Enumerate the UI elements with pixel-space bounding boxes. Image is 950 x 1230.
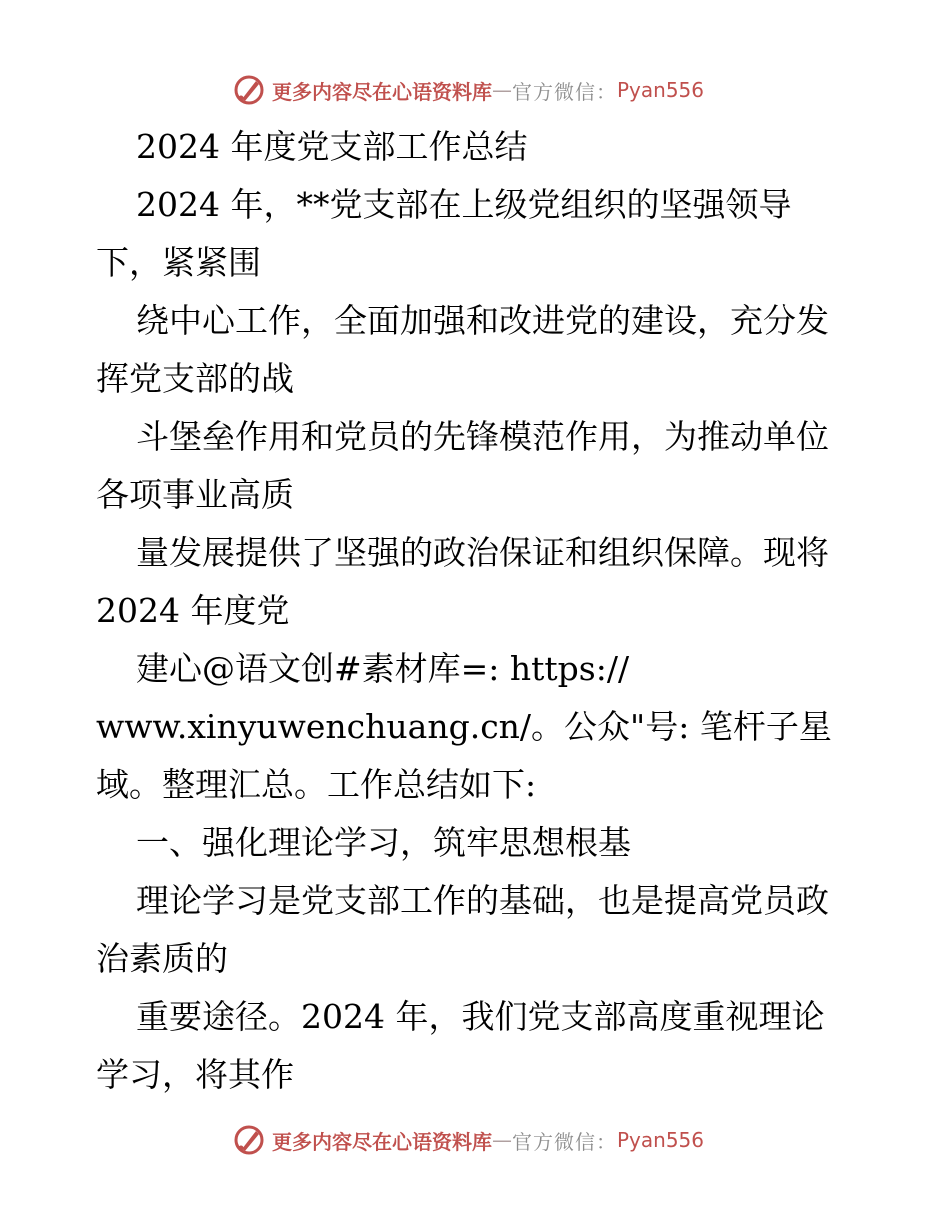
doc-line: 绕中心工作，全面加强和改进党的建设，充分发 [136, 301, 829, 340]
header-banner [232, 70, 732, 110]
doc-line: 重要途径。2024 年，我们党支部高度重视理论 [136, 997, 825, 1036]
banner-separator: — [492, 1128, 512, 1152]
banner-wechat-label: 官方微信： [512, 79, 617, 104]
doc-line: 各项事业高质 [96, 475, 294, 514]
banner-wechat-label: 官方微信： [512, 1129, 617, 1154]
quill-logo-icon [232, 1123, 266, 1157]
doc-line: 下，紧紧围 [96, 243, 261, 282]
doc-line: 建心@语文创#素材库=: https:// [136, 649, 630, 688]
doc-line: 治素质的 [96, 939, 228, 978]
banner-main-text: 更多内容尽在心语资料库 [272, 1129, 492, 1154]
doc-line: 域。整理汇总。工作总结如下: [96, 765, 537, 804]
footer-banner [232, 1120, 732, 1160]
doc-title: 2024 年度党支部工作总结 [136, 127, 528, 166]
doc-line: 2024 年度党 [96, 591, 290, 630]
section-heading: 一、强化理论学习，筑牢思想根基 [136, 823, 631, 862]
banner-wechat-id: Pyan556 [617, 78, 705, 102]
quill-logo-icon [232, 73, 266, 107]
document-body [96, 118, 866, 1104]
banner-separator: — [492, 78, 512, 102]
doc-line: www.xinyuwenchuang.cn/。公众"号: 笔杆子星 [96, 707, 832, 746]
doc-line: 量发展提供了坚强的政治保证和组织保障。现将 [136, 533, 829, 572]
doc-line: 挥党支部的战 [96, 359, 294, 398]
banner-main-text: 更多内容尽在心语资料库 [272, 79, 492, 104]
doc-line: 斗堡垒作用和党员的先锋模范作用，为推动单位 [136, 417, 829, 456]
doc-line: 理论学习是党支部工作的基础，也是提高党员政 [136, 881, 829, 920]
banner-wechat-id: Pyan556 [617, 1128, 705, 1152]
doc-line: 2024 年，**党支部在上级党组织的坚强领导 [136, 185, 792, 224]
doc-line: 学习，将其作 [96, 1055, 294, 1094]
